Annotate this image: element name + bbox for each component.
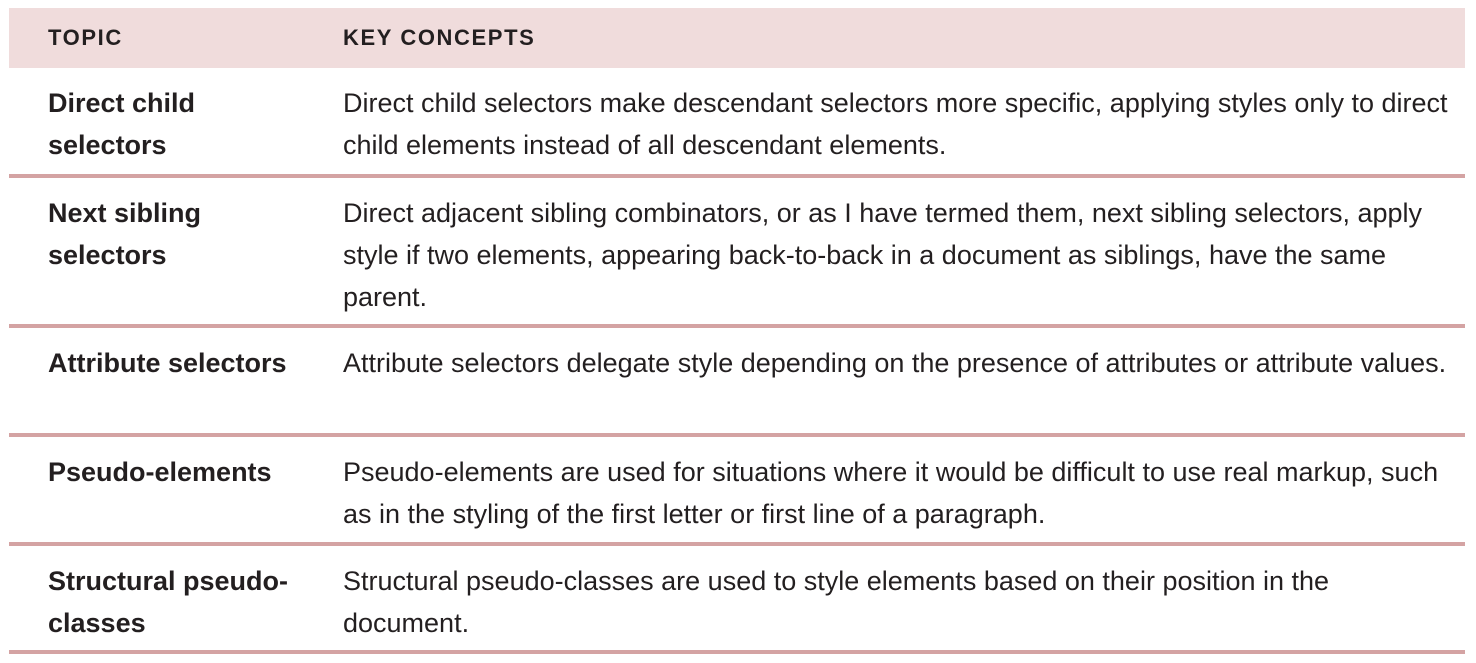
- row-topic: Next sibling selectors: [48, 198, 202, 270]
- row-topic: Attribute selectors: [48, 348, 287, 378]
- row-concept: Attribute selectors delegate style depending on the presence of attributes or attribute values.: [343, 348, 1447, 378]
- table-row: [9, 178, 1465, 328]
- row-concept: Direct child selectors make descendant selectors more specific, applying styles only to direct child elements instead of all descendant elements.: [343, 88, 1448, 160]
- header-topic: TOPIC: [48, 25, 123, 50]
- row-topic: Direct child selectors: [48, 88, 196, 160]
- table-row: [9, 68, 1465, 178]
- row-topic: Pseudo-elements: [48, 457, 272, 487]
- row-concept: Direct adjacent sibling combinators, or as I have termed them, next sibling selectors, apply style if two elements, appearing back-to-back in a document as siblings, have the same parent.: [343, 198, 1423, 312]
- row-concept: Structural pseudo-classes are used to style elements based on their position in the document.: [343, 566, 1330, 638]
- header-key-concepts: KEY CONCEPTS: [343, 25, 536, 50]
- row-topic: Structural pseudo-classes: [48, 566, 289, 638]
- row-concept: Pseudo-elements are used for situations where it would be difficult to use real markup, such as in the styling of the first letter or first line of a paragraph.: [343, 457, 1439, 529]
- table-row: [9, 437, 1465, 546]
- table-row: [9, 328, 1465, 437]
- table-header: [9, 8, 1465, 68]
- table-row: [9, 546, 1465, 654]
- concepts-table: [9, 8, 1465, 654]
